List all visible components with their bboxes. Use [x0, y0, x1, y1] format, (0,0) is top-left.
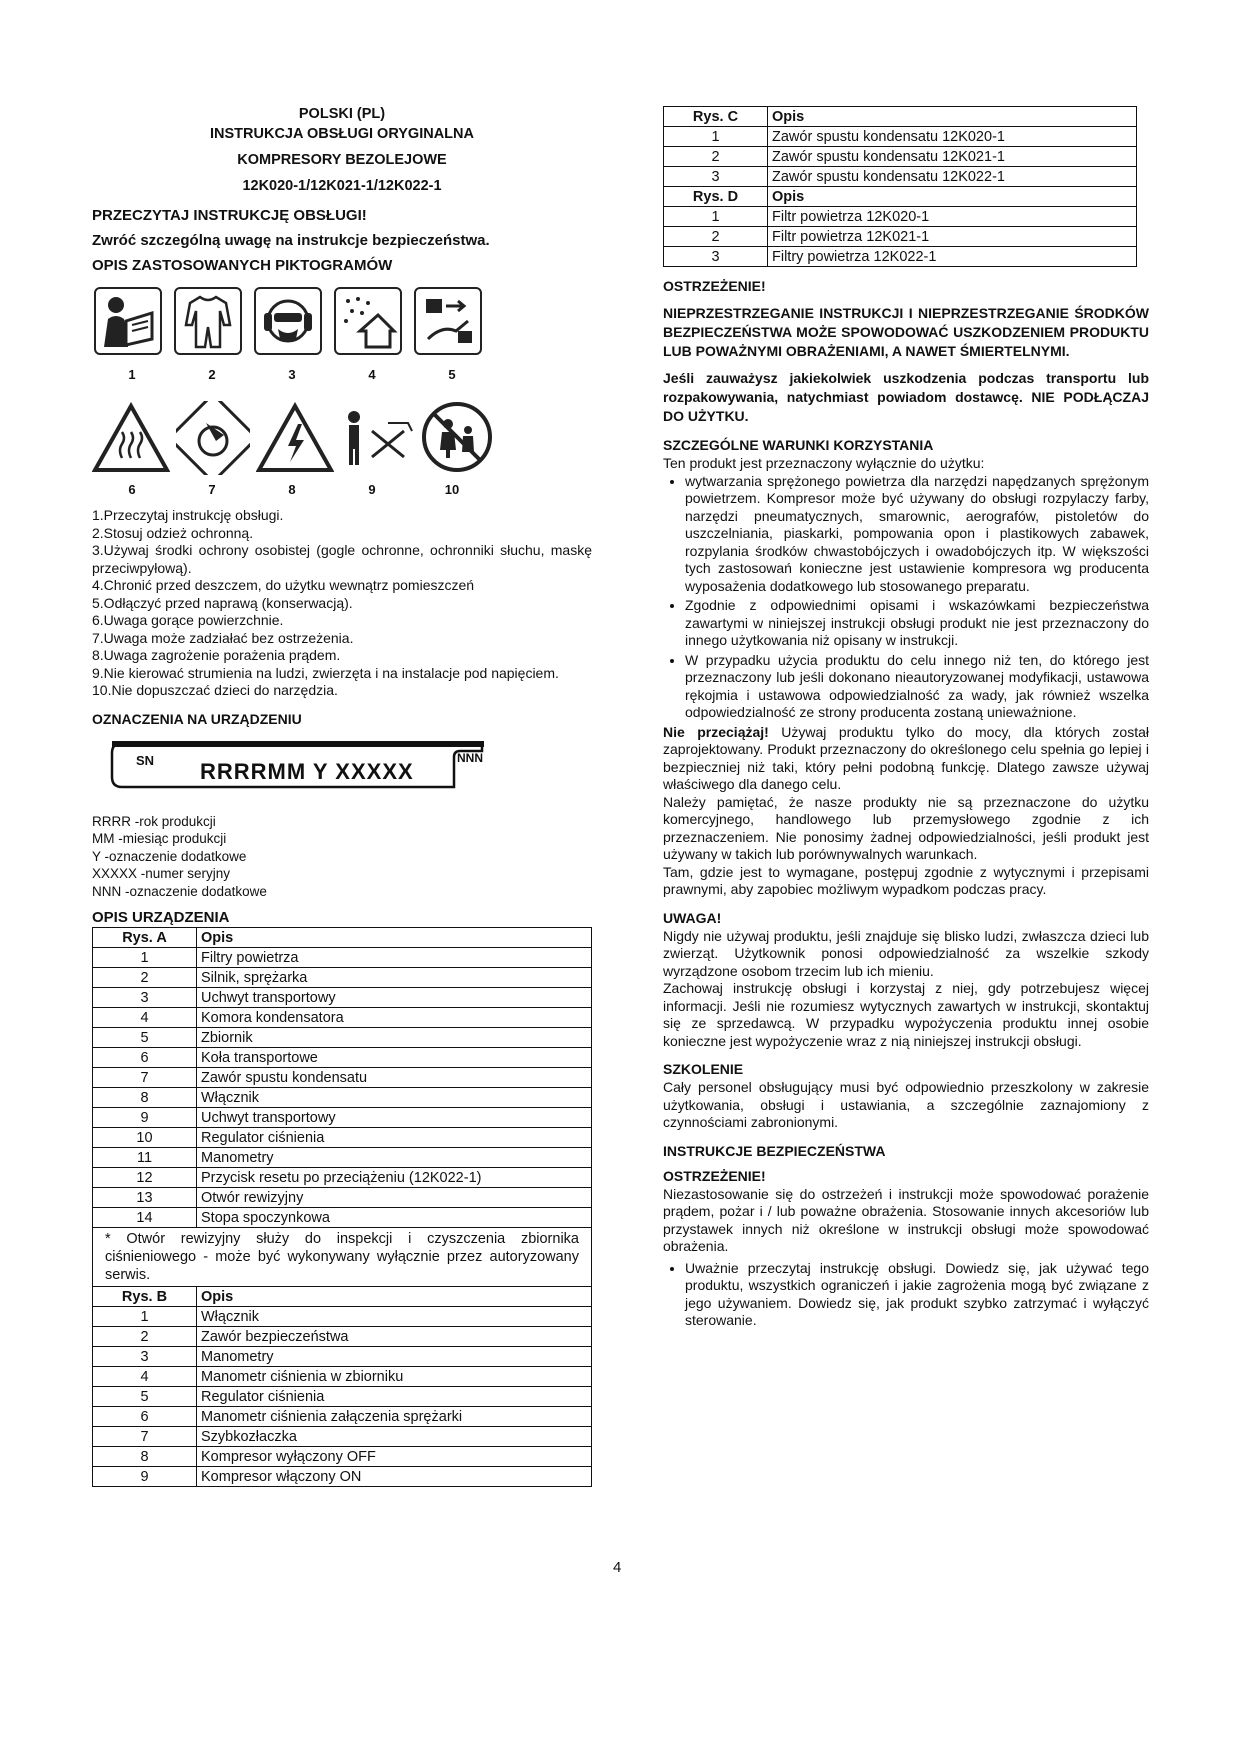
legend-item: Y -oznaczenie dodatkowe [92, 848, 247, 864]
table-row [93, 1208, 592, 1228]
table-cell: Zawór spustu kondensatu [197, 1068, 592, 1088]
picto-desc: 6.Uwaga gorące powierzchnie. [92, 612, 284, 628]
training-text: Cały personel obsługujący musi być odpowiednio przeszkolony w zakresie użytkowania, obsługi i ustawiania, a szczególnie zaznajomiony z czynnościami zabronionymi. [663, 1079, 1149, 1130]
table-cell: Przycisk resetu po przeciążeniu (12K022-1) [197, 1168, 592, 1188]
table-header-cell: Rys. B [93, 1287, 197, 1307]
table-cell: Koła transportowe [197, 1048, 592, 1068]
table-cell: 6 [93, 1048, 197, 1068]
picto-num: 5 [448, 367, 456, 382]
table-cell: 3 [664, 167, 768, 187]
picto-desc: 8.Uwaga zagrożenie porażenia prądem. [92, 647, 341, 663]
read-manual-icon [94, 287, 162, 355]
table-row [93, 1008, 592, 1028]
table-row [93, 1387, 592, 1407]
table-cell: Manometr ciśnienia załączenia sprężarki [197, 1407, 592, 1427]
table-cell: 1 [93, 1307, 197, 1327]
table-cell: Silnik, sprężarka [197, 968, 592, 988]
table-note-row [93, 1228, 592, 1287]
table-row [93, 1108, 592, 1128]
table-row [93, 988, 592, 1008]
device-heading: OPIS URZĄDZENIA [92, 909, 230, 926]
table-row [93, 1168, 592, 1188]
table-row [93, 1407, 592, 1427]
table-row [664, 247, 1137, 267]
table-row [93, 1148, 592, 1168]
disconnect-before-repair-icon [414, 287, 482, 355]
table-cell: 4 [93, 1008, 197, 1028]
device-table-c-d [663, 106, 1137, 267]
picto-num: 10 [444, 482, 460, 497]
training-heading: SZKOLENIE [663, 1061, 744, 1077]
table-cell: Manometry [197, 1347, 592, 1367]
model-numbers: 12K020-1/12K021-1/12K022-1 [242, 178, 442, 194]
table-row [93, 1367, 592, 1387]
legend-item: RRRR -rok produkcji [92, 813, 216, 829]
product-name: KOMPRESORY BEZOLEJOWE [237, 152, 447, 168]
table-cell: Komora kondensatora [197, 1008, 592, 1028]
table-header-cell: Rys. C [664, 107, 768, 127]
table-cell: Włącznik [197, 1307, 592, 1327]
table-header-cell: Opis [197, 928, 592, 948]
document-title: INSTRUKCJA OBSŁUGI ORYGINALNA [210, 126, 474, 142]
table-row [93, 1128, 592, 1148]
table-row [93, 968, 592, 988]
special-list [663, 473, 1149, 722]
table-cell: Filtr powietrza 12K020-1 [768, 207, 1137, 227]
table-cell: Szybkozłaczka [197, 1427, 592, 1447]
caution-text-1: Nigdy nie używaj produktu, jeśli znajduje się blisko ludzi, zwłaszcza dzieci lub zwierząt. Użytkownik ponosi odpowiedzialność za wszelkie szkody wyrządzone osobom trzecim lub ich mieniu. [663, 927, 1149, 979]
table-cell: 2 [664, 147, 768, 167]
plate-code: RRRRMM Y XXXXX [200, 758, 414, 784]
page-number: 4 [613, 1559, 622, 1576]
overload-text: Używaj produktu tylko do mocy, dla których został zaprojektowany. Produkt przeznaczony do określonego celu spełnia go lepiej i bezpieczniej niż taki, który pełni podobną funkcję. Dlatego zawsze używaj właściwego dla danego celu. [663, 723, 1149, 792]
fan-warning-icon [174, 400, 252, 476]
table-cell: Regulator ciśnienia [197, 1128, 592, 1148]
safety-list [663, 1260, 1149, 1330]
picto-desc: 2.Stosuj odzież ochronną. [92, 524, 254, 541]
table-row [93, 1427, 592, 1447]
picto-desc: 7.Uwaga może zadziałać bez ostrzeżenia. [92, 629, 354, 646]
hot-surface-icon [92, 400, 170, 476]
rating-plate [92, 737, 492, 795]
table-cell: Zawór spustu kondensatu 12K021-1 [768, 147, 1137, 167]
table-header-cell: Opis [768, 187, 1137, 207]
commercial-text: Należy pamiętać, że nasze produkty nie są przeznaczone do użytku komercyjnego, handlowego lub przemysłowego zgodnie z ich przeznaczeniem. Nie ponosimy żadnej odpowiedzialności, jeśli produkt jest używany w takich lub porównywalnych warunkach. [663, 793, 1149, 862]
protective-clothing-icon [174, 287, 242, 355]
table-cell: Zawór spustu kondensatu 12K022-1 [768, 167, 1137, 187]
picto-desc: 3.Używaj środki ochrony osobistej (gogle ochronne, ochronniki słuchu, maskę przeciwpyłową). [92, 542, 592, 576]
picto-num: 4 [368, 367, 376, 382]
damage-text: Jeśli zauważysz jakiekolwiek uszkodzenia podczas transportu lub rozpakowywania, natychmiast powiadom dostawcę. NIE PODŁĄCZAJ DO UŻYTKU. [663, 370, 1149, 424]
table-cell: 14 [93, 1208, 197, 1228]
table-cell: 5 [93, 1387, 197, 1407]
list-item: • Zgodnie z odpowiednimi opisami i wskazówkami bezpieczeństwa zawartymi w niniejszej instrukcji obsługi produkt nie jest przeznaczony do innego użytkowania niż opisany w instrukcji. [685, 597, 1149, 650]
picto-num: 1 [128, 367, 136, 382]
list-item: • wytwarzania sprężonego powietrza dla narzędzi napędzanych sprężonym powietrzem. Kompresor może być używany do obsługi rozpylaczy farby, narzędzi pneumatycznych, smarownic, aerografów, pistoletów do uszczelniania, piaskarki, pompowania opon i plastikowych zabawek, rozpylania środków chwastobójczych i owadobójczych itp. W większości tych zastosowań konieczne jest ustawienie kompresora wg producenta wyposażenia dodatkowego lub stosowanego preparatu. [685, 473, 1149, 596]
table-cell: 13 [93, 1188, 197, 1208]
table-cell: 9 [93, 1467, 197, 1487]
table-row [664, 207, 1137, 227]
ppe-icon [254, 287, 322, 355]
table-row [93, 1028, 592, 1048]
marking-legend [92, 813, 592, 901]
plate-nnn: NNN [457, 750, 483, 765]
table-header-cell: Opis [197, 1287, 592, 1307]
table-header-cell: Opis [768, 107, 1137, 127]
safety-warning: OSTRZEŻENIE! [663, 1167, 766, 1184]
table-cell: 3 [664, 247, 768, 267]
table-row [93, 1447, 592, 1467]
table-row [93, 1068, 592, 1088]
table-cell: Filtry powietrza [197, 948, 592, 968]
right-column [663, 106, 1149, 1332]
left-column [92, 104, 592, 1487]
table-row [664, 127, 1137, 147]
table-cell: 2 [664, 227, 768, 247]
pictogram-numbers-row-2 [92, 482, 592, 497]
table-cell: Regulator ciśnienia [197, 1387, 592, 1407]
table-cell: Filtry powietrza 12K022-1 [768, 247, 1137, 267]
table-cell: 9 [93, 1108, 197, 1128]
legend-item: NNN -oznaczenie dodatkowe [92, 883, 267, 899]
table-cell: 3 [93, 1347, 197, 1367]
warning-text: NIEPRZESTRZEGANIE INSTRUKCJI I NIEPRZESTRZEGANIE ŚRODKÓW BEZPIECZEŃSTWA MOŻE SPOWODOWAĆ USZKODZENIEM PRODUKTU LUB POWAŻNYMI OBRAŻENIAMI, A NAWET ŚMIERTELNYMI. [663, 305, 1149, 359]
table-row [93, 1327, 592, 1347]
read-instructions: PRZECZYTAJ INSTRUKCJĘ OBSŁUGI! [92, 207, 367, 224]
warning-label: OSTRZEŻENIE! [663, 278, 766, 294]
table-cell: Otwór rewizyjny [197, 1188, 592, 1208]
language-label: POLSKI (PL) [298, 106, 386, 122]
table-cell: Uchwyt transportowy [197, 1108, 592, 1128]
pictogram-descriptions [92, 507, 592, 700]
table-cell: 1 [664, 127, 768, 147]
table-row [93, 1307, 592, 1327]
pictogram-numbers-row-1 [92, 367, 592, 382]
no-spray-at-people-icon [338, 400, 416, 476]
table-row [93, 1188, 592, 1208]
table-cell: 6 [93, 1407, 197, 1427]
table-cell: 8 [93, 1447, 197, 1467]
picto-desc: 4.Chronić przed deszczem, do użytku wewnątrz pomieszczeń [92, 577, 475, 593]
table-cell: 2 [93, 968, 197, 988]
picto-num: 2 [208, 367, 216, 382]
table-header-row [93, 1287, 592, 1307]
no-children-icon [420, 400, 494, 474]
picto-num: 6 [128, 482, 136, 497]
pictogram-row-1 [92, 287, 592, 355]
picto-num: 9 [368, 482, 376, 497]
table-cell: Manometr ciśnienia w zbiorniku [197, 1367, 592, 1387]
picto-num: 3 [288, 367, 296, 382]
table-row [93, 1088, 592, 1108]
table-cell: Filtr powietrza 12K021-1 [768, 227, 1137, 247]
table-cell: 8 [93, 1088, 197, 1108]
device-table-a-b [92, 927, 592, 1487]
table-row [93, 948, 592, 968]
picto-desc: 9.Nie kierować strumienia na ludzi, zwierzęta i na instalacje pod napięciem. [92, 664, 559, 681]
table-cell: 11 [93, 1148, 197, 1168]
table-header-cell: Rys. D [664, 187, 768, 207]
table-row [664, 147, 1137, 167]
list-item: • W przypadku użycia produktu do celu innego niż ten, do którego jest przeznaczony lub jeśli dokonano nieautoryzowanej modyfikacji, ustawowa rękojmia i ustawowa odpowiedzialność za wady, jak również wszelka odpowiedzialność ze strony producenta zostaną unieważnione. [685, 652, 1149, 722]
attention-note: Zwróć szczególną uwagę na instrukcje bezpieczeństwa. [92, 232, 490, 249]
table-cell: 7 [93, 1068, 197, 1088]
electric-shock-icon [256, 400, 334, 476]
table-cell: Stopa spoczynkowa [197, 1208, 592, 1228]
table-cell: Uchwyt transportowy [197, 988, 592, 1008]
caution-text-2: Zachowaj instrukcję obsługi i korzystaj z niej, gdy potrzebujesz więcej informacji. Jeśli nie rozumiesz wytycznych zawartych w instrukcji, skontaktuj się ze sprzedawcą. W przypadku wypożyczenia produktu innej osobie konieczne jest wypożyczenie wraz z nią niniejszej instrukcji obsługi. [663, 980, 1149, 1049]
picto-desc: 5.Odłączyć przed naprawą (konserwacją). [92, 594, 353, 611]
table-cell: Zawór spustu kondensatu 12K020-1 [768, 127, 1137, 147]
legend-item: MM -miesiąc produkcji [92, 831, 227, 846]
table-header-cell: Rys. A [93, 928, 197, 948]
table-row [93, 1347, 592, 1367]
table-header-row [664, 187, 1137, 207]
picto-num: 8 [288, 482, 296, 497]
safety-text: Niezastosowanie się do ostrzeżeń i instrukcji może spowodować porażenie prądem, pożar i / lub poważne obrażenia. Stosowanie innych akcesoriów lub przystawek innych niż określone w instrukcji obsługi może spowodować obrażenia. [663, 1185, 1149, 1254]
table-cell: 4 [93, 1367, 197, 1387]
rain-protection-icon [334, 287, 402, 355]
table-cell: 5 [93, 1028, 197, 1048]
marking-heading: OZNACZENIA NA URZĄDZENIU [92, 710, 302, 727]
table-note: * Otwór rewizyjny służy do inspekcji i czyszczenia zbiornika ciśnieniowego - może być wykonywany wyłącznie przez autoryzowany serwis. [93, 1228, 592, 1287]
overload-paragraph [663, 724, 1149, 794]
safety-heading: INSTRUKCJE BEZPIECZEŃSTWA [663, 1142, 886, 1159]
table-cell: 3 [93, 988, 197, 1008]
table-cell: Kompresor wyłączony OFF [197, 1447, 592, 1467]
table-cell: Kompresor włączony ON [197, 1467, 592, 1487]
pictogram-row-2 [92, 400, 592, 476]
table-cell: Włącznik [197, 1088, 592, 1108]
table-cell: Zbiornik [197, 1028, 592, 1048]
table-cell: 1 [93, 948, 197, 968]
table-row [664, 227, 1137, 247]
table-row [93, 1048, 592, 1068]
legend-item: XXXXX -numer seryjny [92, 866, 231, 881]
plate-sn: SN [136, 752, 155, 768]
law-text: Tam, gdzie jest to wymagane, postępuj zgodnie z wytycznymi i przepisami prawnymi, aby zapobiec możliwym wypadkom podczas pracy. [663, 863, 1149, 897]
table-header-row [93, 928, 592, 948]
table-cell: 1 [664, 207, 768, 227]
special-heading: SZCZEGÓLNE WARUNKI KORZYSTANIA [663, 437, 934, 453]
special-intro: Ten produkt jest przeznaczony wyłącznie do użytku: [663, 455, 985, 471]
picto-num: 7 [208, 482, 216, 497]
picto-desc: 1.Przeczytaj instrukcję obsługi. [92, 507, 284, 523]
table-cell: Zawór bezpieczeństwa [197, 1327, 592, 1347]
table-cell: 10 [93, 1128, 197, 1148]
table-cell: 7 [93, 1427, 197, 1447]
table-cell: 2 [93, 1327, 197, 1347]
list-item: • Uważnie przeczytaj instrukcję obsługi. Dowiedz się, jak używać tego produktu, wszystkich ograniczeń i jakie zagrożenia mogą być związane z jego używaniem. Dowiedz się, jak produkt szybko zatrzymać i wyłączyć sterowanie. [685, 1260, 1149, 1330]
picto-desc: 10.Nie dopuszczać dzieci do narzędzia. [92, 682, 338, 698]
pictogram-heading: OPIS ZASTOSOWANYCH PIKTOGRAMÓW [92, 257, 393, 274]
table-cell: Manometry [197, 1148, 592, 1168]
table-header-row [664, 107, 1137, 127]
table-row [664, 167, 1137, 187]
table-row [93, 1467, 592, 1487]
table-cell: 12 [93, 1168, 197, 1188]
overload-bold: Nie przeciążaj! [663, 723, 769, 740]
caution-heading: UWAGA! [663, 909, 722, 926]
